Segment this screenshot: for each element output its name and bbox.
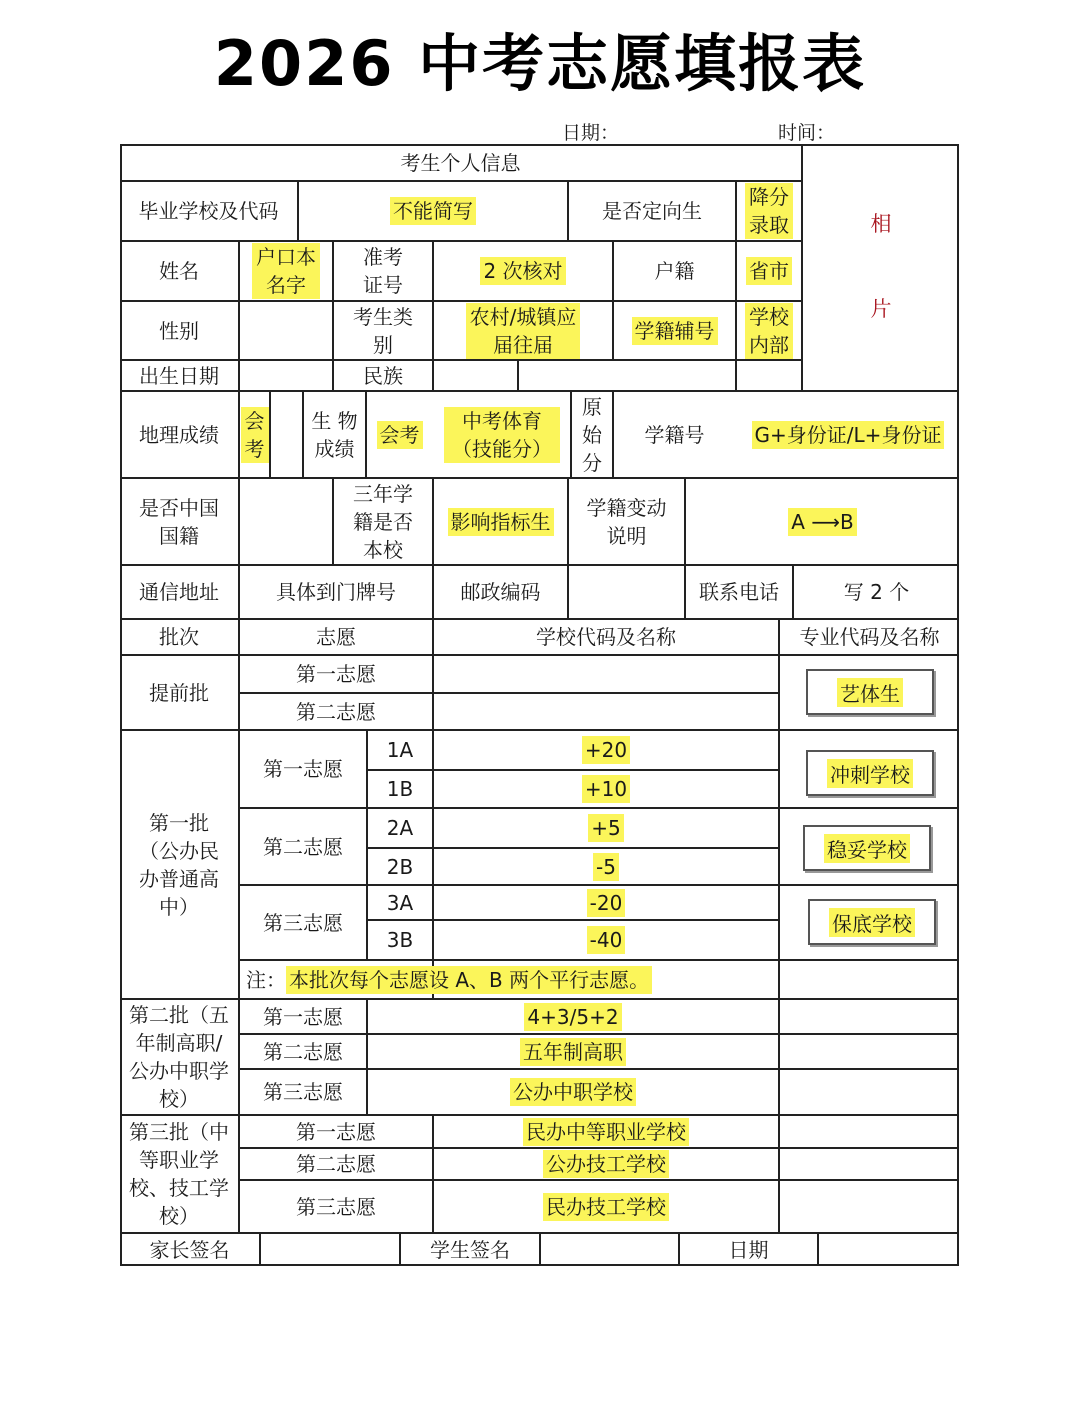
parent-signature-field[interactable] [261,1234,399,1266]
batch3-val-1[interactable]: 民办中等职业学校 [434,1116,778,1147]
three-year-field[interactable]: 影响指标生 [434,479,567,564]
three-year-label: 三年学籍是否本校 [353,481,413,562]
batch3-choice-3: 第三志愿 [296,1194,376,1219]
advance-tag: 艺体生 [806,669,934,715]
huji-label: 户籍 [654,259,695,283]
batch1-note: 注： 本批次每个志愿设 A、B 两个平行志愿。 [240,961,959,998]
xueji-fuhao-label: 学籍辅号 [614,302,735,359]
col-choice: 志愿 [316,625,356,649]
photo-label-2: 片 [870,297,892,321]
ethnic-label: 民族 [363,363,403,388]
batch3-val-2[interactable]: 公办技工学校 [434,1149,778,1179]
batch2-val-2[interactable]: 五年制高职 [368,1035,778,1068]
category-label: 考生类别 [353,304,413,357]
address-label: 通信地址 [139,580,219,604]
batch1-val-2a[interactable]: +5 [434,809,778,847]
parent-signature-label: 家长签名 [149,1238,230,1262]
batch1-val-2b[interactable]: -5 [434,849,778,884]
batch1-code-3b: 3B [386,928,414,952]
batch1-code-1a: 1A [386,738,414,762]
ethnic-field[interactable] [434,361,517,390]
time-label: 时间： [778,122,836,144]
batch3-choice-1: 第一志愿 [296,1119,376,1144]
gender-label: 性别 [159,318,199,343]
name-field[interactable]: 户口本名字 [240,242,332,300]
school-code-label: 毕业学校及代码 [138,199,279,223]
advance-batch-label: 提前批 [149,680,209,705]
batch3-choice-2: 第二志愿 [296,1152,376,1176]
photo-label-1: 相 [870,212,892,236]
footer-date-label: 日期 [728,1238,769,1262]
batch1-choice-3: 第三志愿 [263,910,343,935]
batch1-label: 第一批（公办民办普通高中） [139,810,219,919]
batch2-val-3[interactable]: 公办中职学校 [368,1070,778,1114]
nationality-field[interactable] [240,479,332,564]
student-signature-label: 学生签名 [430,1238,510,1262]
geo-field[interactable]: 会考 [240,392,269,477]
bio-label: 生 物成绩 [311,408,358,461]
geo-blank[interactable] [271,392,302,477]
col-school: 学校代码及名称 [536,625,676,649]
raw-score-label: 原始分 [582,394,602,475]
page-title: 2026 中考志愿填报表 [213,27,867,100]
name-label: 姓名 [159,259,199,283]
col-batch: 批次 [159,625,199,649]
address-field[interactable]: 具体到门牌号 [276,580,396,604]
birth-label: 出生日期 [139,363,219,388]
batch1-code-1b: 1B [386,777,414,801]
category-field[interactable]: 农村/城镇应届往届 [434,302,612,359]
batch1-choice-1: 第一志愿 [263,757,343,781]
batch2-choice-2: 第二志愿 [263,1039,343,1064]
birth-field[interactable] [240,361,332,390]
student-signature-field[interactable] [541,1234,678,1266]
advance-choice-1: 第一志愿 [296,662,376,686]
batch1-val-3b[interactable]: -40 [434,921,778,959]
postcode-field[interactable] [569,566,684,618]
batch1-val-3a[interactable]: -20 [434,886,778,919]
gender-field[interactable] [240,302,332,359]
batch1-code-2b: 2B [386,854,414,879]
exam-no-field[interactable]: 2 次核对 [434,242,612,300]
batch1-code-2a: 2A [386,816,414,840]
personal-info-header: 考生个人信息 [400,151,521,175]
geo-label: 地理成绩 [139,422,219,447]
school-inner-field[interactable]: 学校内部 [737,302,801,359]
batch2-label: 第二批（五年制高职/公办中职学校） [129,1003,229,1111]
batch1-tag-3: 保底学校 [808,899,936,945]
change-field[interactable]: A ⟶B [686,479,959,564]
xueji-no-label: 学籍号 [644,422,705,447]
application-form [120,144,959,1266]
batch3-val-3[interactable]: 民办技工学校 [434,1181,778,1232]
advance-choice-2: 第二志愿 [296,699,376,724]
batch2-val-1[interactable]: 4+3/5+2 [368,1000,778,1033]
batch1-code-3a: 3A [386,890,414,915]
batch1-val-1b[interactable]: +10 [434,771,778,807]
batch2-choice-1: 第一志愿 [263,1004,343,1029]
batch3-label: 第三批（中等职业学校、技工学校） [129,1120,229,1228]
col-major: 专业代码及名称 [799,625,940,649]
huji-field[interactable]: 省市 [737,242,801,300]
bio-field[interactable]: 会考 [367,392,432,477]
directed-field[interactable]: 降分录取 [737,182,801,240]
school-code-field[interactable]: 不能简写 [299,182,567,240]
change-label: 学籍变动说明 [586,495,667,548]
batch1-choice-2: 第二志愿 [263,834,343,859]
nationality-label: 是否中国国籍 [139,495,219,548]
batch1-tag-2: 稳妥学校 [803,825,931,871]
batch2-choice-3: 第三志愿 [263,1080,343,1104]
pe-score[interactable]: 中考体育（技能分） [434,392,570,477]
phone-field[interactable]: 写 2 个 [843,580,910,604]
batch1-tag-1: 冲刺学校 [806,750,934,796]
directed-label: 是否定向生 [602,199,702,223]
batch1-val-1a[interactable]: +20 [434,731,778,769]
phone-label: 联系电话 [699,580,779,604]
exam-no-label: 准考证号 [363,245,403,297]
xueji-no-field[interactable]: G+身份证/L+身份证 [737,392,959,477]
date-label: 日期： [562,122,620,144]
postcode-label: 邮政编码 [460,580,541,604]
footer-date-field[interactable] [819,1234,959,1266]
